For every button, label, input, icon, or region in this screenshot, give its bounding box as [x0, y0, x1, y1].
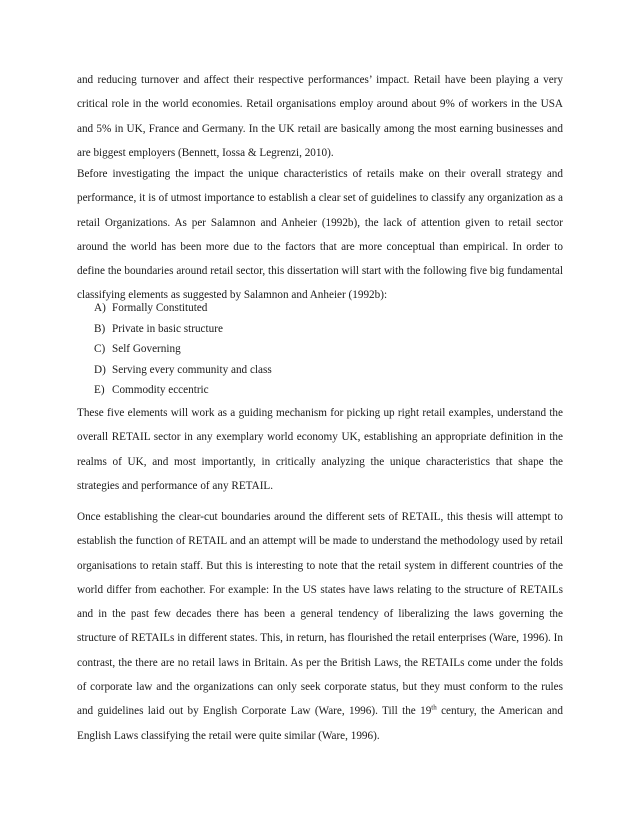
list-item-text: Serving every community and class: [112, 363, 272, 376]
paragraph-retail-laws: [77, 505, 563, 748]
ordinal-suffix: th: [431, 703, 437, 712]
paragraph-classification-intro: Before investigating the impact the unique characteristics of retails make on their overall strategy and performance, it is of utmost importance to establish a clear set of guidelines to classify any organization as a retail Organizations. As per Salamnon and Anheier (1992b), the lack of attention given to retail sector around the world has been more due to the factors that are more conceptual than empirical. In order to define the boundaries around retail sector, this dissertation will start with the following five big fundamental classifying elements as suggested by Salamnon and Anheier (1992b):: [77, 168, 563, 302]
list-item: [94, 319, 272, 340]
list-item-text: Self Governing: [112, 343, 181, 356]
paragraph-retail-economy: and reducing turnover and affect their respective performances’ impact. Retail have been playing a very critical role in the world economies. Retail organisations employ around about 9% of workers in the USA and 5% in UK, France and Germany. In the UK retail are basically among the most earning businesses and are biggest employers (Bennett, Iossa & Legrenzi, 2010).: [77, 74, 563, 159]
list-item: [94, 380, 272, 401]
list-marker: B): [94, 322, 106, 335]
list-item: [94, 298, 272, 319]
list-marker: C): [94, 343, 106, 356]
paragraph-text: century, the American and English Laws classifying the retail were quite similar (Ware, 1996).: [77, 705, 563, 742]
list-marker: E): [94, 384, 105, 397]
paragraph-text: Once establishing the clear-cut boundaries around the different sets of RETAIL, this thesis will attempt to establish the function of RETAIL and an attempt will be made to understand the methodology used by retail organisations to retain staff. But this is interesting to note that the retail system in different countries of the world differ from eachother. For example: In the US states have laws relating to the structure of RETAILs and in the past few decades there has been a general tendency of liberalizing the laws governing the structure of RETAILs in different states. This, in return, has flourished the retail enterprises (Ware, 1996). In contrast, the there are no retail laws in Britain. As per the British Laws, the RETAILs come under the folds of corporate law and the organizations can only seek corporate status, but they must conform to the rules and guidelines laid out by English Corporate Law (Ware, 1996). Till the 19: [77, 511, 563, 718]
list-item-text: Commodity eccentric: [112, 384, 209, 397]
classifying-elements-list: [94, 298, 272, 401]
list-item-text: Private in basic structure: [112, 322, 223, 335]
list-item-text: Formally Constituted: [112, 302, 208, 314]
list-item: [94, 339, 272, 360]
list-marker: D): [94, 363, 106, 376]
list-item: [94, 360, 272, 381]
list-marker: A): [94, 302, 106, 314]
paragraph-guiding-mechanism: These five elements will work as a guiding mechanism for picking up right retail examples, understand the overall RETAIL sector in any exemplary world economy UK, establishing an appropriate definition in the realms of UK, and most importantly, in critically analyzing the unique characteristics that shape the strategies and performance of any RETAIL.: [77, 407, 563, 492]
